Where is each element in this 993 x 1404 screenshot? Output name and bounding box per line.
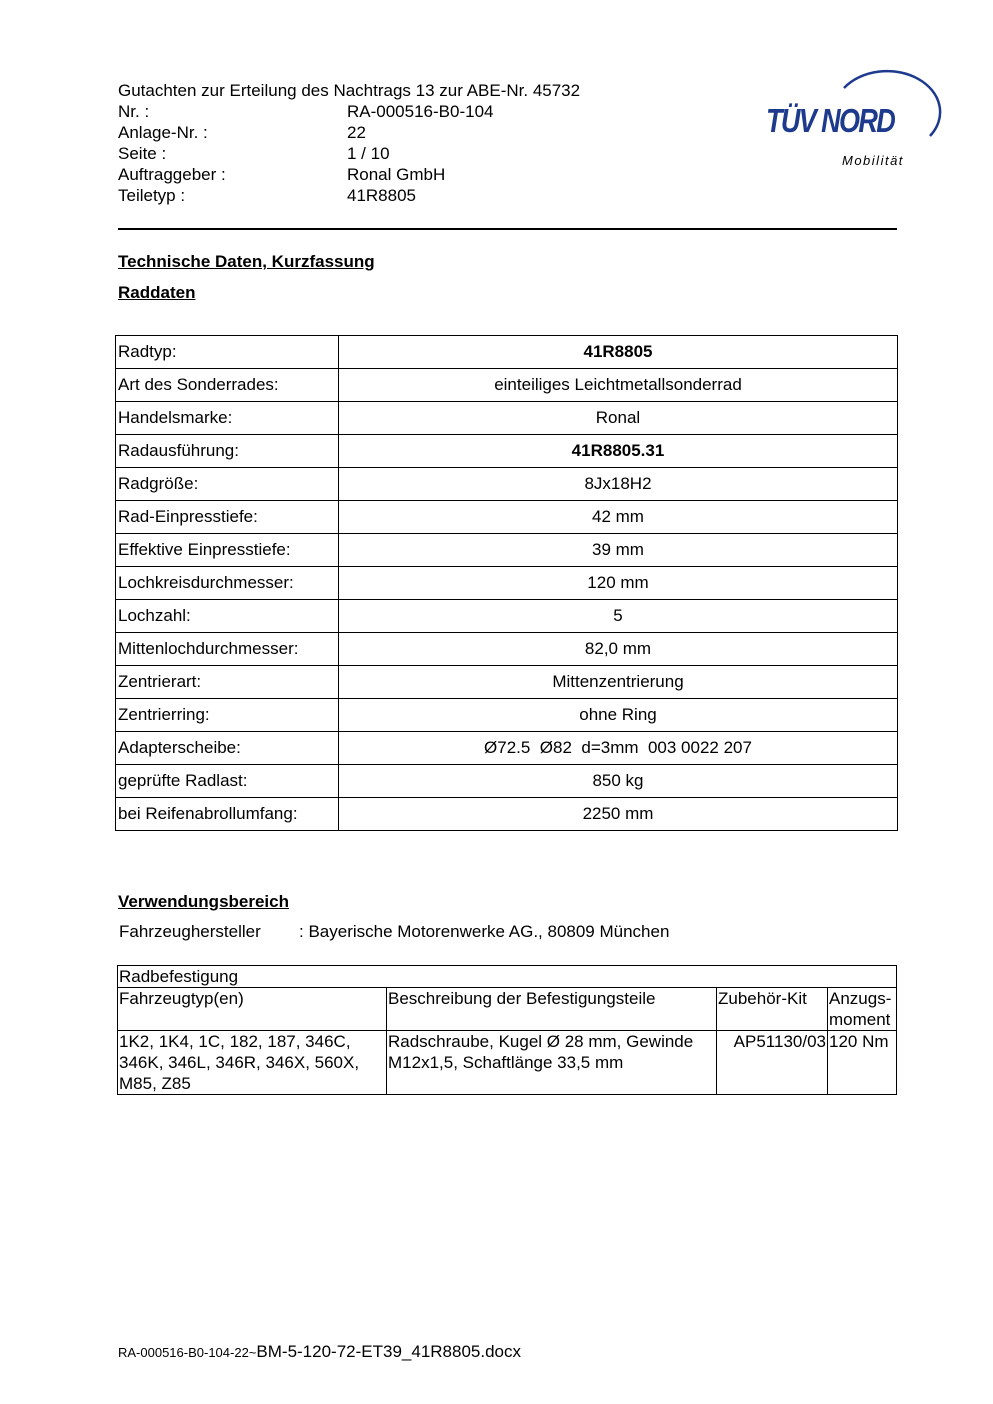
column-header-torque: Anzugs-moment — [828, 988, 897, 1031]
header-label: Nr. : — [118, 102, 150, 121]
header-value: 1 / 10 — [347, 144, 390, 163]
row-value: Mittenzentrierung — [339, 666, 898, 699]
table-row — [116, 369, 898, 402]
cell-vehicle-types: 1K2, 1K4, 1C, 182, 187, 346C, 346K, 346L, 346R, 346X, 560X, M85, Z85 — [118, 1031, 387, 1095]
row-label: Radtyp: — [116, 336, 339, 369]
row-label: Adapterscheibe: — [116, 732, 339, 765]
table-row — [116, 765, 898, 798]
row-label: Rad-Einpresstiefe: — [116, 501, 339, 534]
table-caption-row — [118, 966, 897, 988]
table-row — [116, 468, 898, 501]
column-header-vehicle-types: Fahrzeugtyp(en) — [118, 988, 387, 1031]
table-row — [116, 402, 898, 435]
document-header — [118, 80, 638, 206]
table-row — [116, 435, 898, 468]
row-value: 42 mm — [339, 501, 898, 534]
manufacturer-label: Fahrzeughersteller — [119, 922, 261, 941]
table-row — [116, 534, 898, 567]
row-label: Effektive Einpresstiefe: — [116, 534, 339, 567]
table-row — [116, 336, 898, 369]
table-row — [116, 633, 898, 666]
row-label: Zentrierart: — [116, 666, 339, 699]
header-value: 22 — [347, 123, 366, 142]
row-label: Handelsmarke: — [116, 402, 339, 435]
row-value: 41R8805.31 — [339, 435, 898, 468]
table-row — [118, 1031, 897, 1095]
footer-prefix: RA-000516-B0-104-22~ — [118, 1345, 257, 1360]
row-label: Lochkreisdurchmesser: — [116, 567, 339, 600]
header-value: RA-000516-B0-104 — [347, 102, 494, 121]
row-label: Lochzahl: — [116, 600, 339, 633]
cell-description: Radschraube, Kugel Ø 28 mm, Gewinde M12x1,5, Schaftlänge 33,5 mm — [387, 1031, 717, 1095]
table-caption: Radbefestigung — [118, 966, 897, 988]
header-label: Teiletyp : — [118, 186, 186, 205]
section-title-usage: Verwendungsbereich — [118, 892, 289, 911]
section-title-wheel-data: Raddaten — [118, 283, 196, 302]
row-value: 8Jx18H2 — [339, 468, 898, 501]
header-value: 41R8805 — [347, 186, 417, 205]
header-divider — [118, 228, 897, 230]
header-value: Ronal GmbH — [347, 165, 446, 184]
row-label: geprüfte Radlast: — [116, 765, 339, 798]
tuv-nord-logo — [764, 58, 944, 176]
cell-torque: 120 Nm — [828, 1031, 897, 1095]
row-value: 41R8805 — [339, 336, 898, 369]
header-row-nr — [118, 101, 638, 122]
logo-brand-text: TÜV NORD — [766, 102, 895, 139]
row-label: Radgröße: — [116, 468, 339, 501]
row-value: Ø72.5 Ø82 d=3mm 003 0022 207 — [339, 732, 898, 765]
manufacturer-line — [119, 922, 669, 942]
row-value: 2250 mm — [339, 798, 898, 831]
wheel-fixing-table — [117, 965, 897, 1095]
row-value: Ronal — [339, 402, 898, 435]
table-row — [116, 732, 898, 765]
header-row-auftraggeber — [118, 164, 638, 185]
row-value: 120 mm — [339, 567, 898, 600]
header-label: Anlage-Nr. : — [118, 123, 208, 142]
row-label: bei Reifenabrollumfang: — [116, 798, 339, 831]
row-value: 82,0 mm — [339, 633, 898, 666]
table-header-row — [118, 988, 897, 1031]
row-label: Radausführung: — [116, 435, 339, 468]
table-row — [116, 798, 898, 831]
header-row-anlage — [118, 122, 638, 143]
row-label: Zentrierring: — [116, 699, 339, 732]
row-label: Mittenlochdurchmesser: — [116, 633, 339, 666]
table-row — [116, 501, 898, 534]
logo-subtitle: Mobilität — [842, 153, 904, 168]
table-row — [116, 666, 898, 699]
row-value: 5 — [339, 600, 898, 633]
table-row — [116, 699, 898, 732]
row-value: ohne Ring — [339, 699, 898, 732]
page-footer — [118, 1342, 521, 1362]
header-label: Seite : — [118, 144, 167, 163]
header-label: Auftraggeber : — [118, 165, 226, 184]
document-title: Gutachten zur Erteilung des Nachtrags 13 zur ABE-Nr. 45732 — [118, 81, 581, 100]
table-row — [116, 600, 898, 633]
column-header-description: Beschreibung der Befestigungsteile — [387, 988, 717, 1031]
header-row-teiletyp — [118, 185, 638, 206]
header-row-seite — [118, 143, 638, 164]
row-label: Art des Sonderrades: — [116, 369, 339, 402]
row-value: 850 kg — [339, 765, 898, 798]
row-value: 39 mm — [339, 534, 898, 567]
wheel-data-table — [115, 335, 898, 831]
manufacturer-value: : Bayerische Motorenwerke AG., 80809 München — [299, 922, 670, 941]
cell-kit: AP51130/03 — [717, 1031, 828, 1095]
column-header-kit: Zubehör-Kit — [717, 988, 828, 1031]
footer-filename: BM-5-120-72-ET39_41R8805.docx — [256, 1342, 522, 1361]
row-value: einteiliges Leichtmetallsonderrad — [339, 369, 898, 402]
section-title-technical: Technische Daten, Kurzfassung — [118, 252, 375, 271]
table-row — [116, 567, 898, 600]
